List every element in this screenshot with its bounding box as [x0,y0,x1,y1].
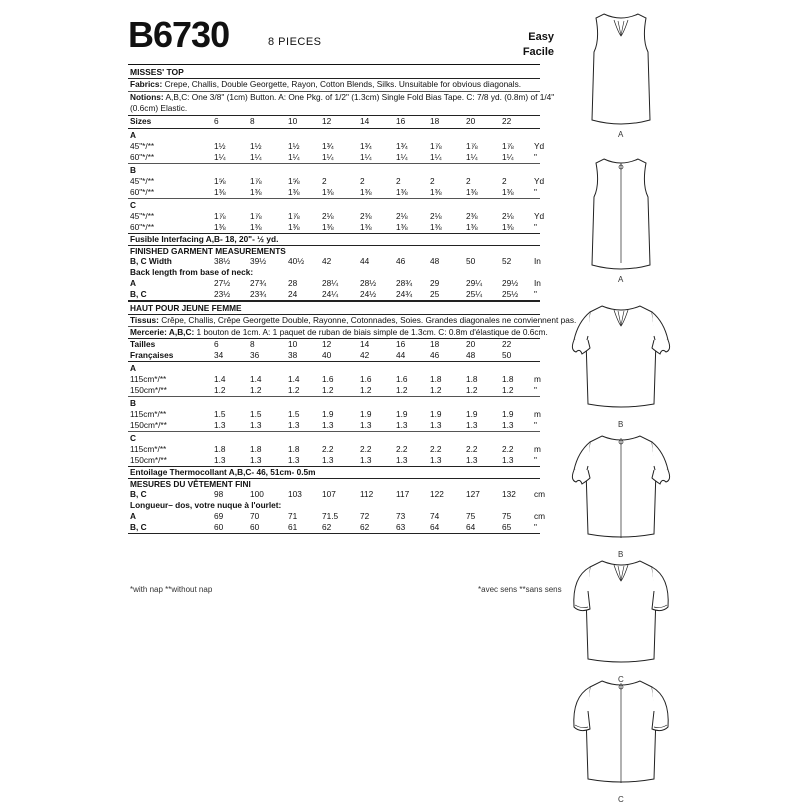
row-label: 115cm*/** [130,444,167,454]
cell-value: 34 [214,350,224,360]
cell-value: 64 [430,522,440,532]
cell-value: 29¼ [466,278,483,288]
cell-value: 1¼ [360,152,372,162]
cell-value: 1⅜ [360,187,372,197]
difficulty-label [500,30,554,60]
cell-value: 1⅜ [322,222,334,232]
cell-value: 1⅜ [466,187,478,197]
garment-view-b-front [566,300,676,420]
cell-value: 1⅜ [288,187,300,197]
view-label: B [130,398,136,408]
cell-value: 60 [250,522,260,532]
unit-label: " [534,222,537,232]
cell-value: 1.3 [322,455,334,465]
illustration-label: B [618,420,624,429]
cell-value: 48 [466,350,476,360]
unit-label: m [534,444,541,454]
unit-label: " [534,420,537,430]
cell-value: 1⅜ [250,222,262,232]
cell-value: 1¼ [430,152,442,162]
cell-value: 24¼ [322,289,339,299]
cell-value: 22 [502,339,512,349]
view-label: A [130,130,136,140]
cell-value: 1.3 [214,455,226,465]
unit-label: m [534,374,541,384]
illustration-label: C [618,795,624,804]
cell-value: 1.6 [360,374,372,384]
divider [128,128,540,129]
cell-value: 29 [430,278,440,288]
row-label: 60"*/** [130,222,155,232]
english-title: MISSES' TOP [130,67,184,77]
cell-value: 1.3 [430,455,442,465]
cell-value: 60 [214,522,224,532]
unit-label: In [534,256,541,266]
cell-value: 1¾ [360,141,372,151]
cell-value: 1¼ [466,152,478,162]
cell-value: 1½ [288,141,300,151]
fabrics-label: Fabrics: [130,79,163,89]
cell-value: 1.6 [396,374,408,384]
cell-value: 1.2 [430,385,442,395]
cell-value: 1.8 [502,374,514,384]
cell-value: 1.2 [360,385,372,395]
cell-value: 62 [360,522,370,532]
garment-view-c-front [566,555,676,675]
cell-value: 1.3 [430,420,442,430]
cell-value: 38 [288,350,298,360]
entoilage-line: Entoilage Thermocollant A,B,C- 46, 51cm- 0.5m [130,467,316,477]
cell-value: 2.2 [322,444,334,454]
cell-value: 1⅞ [502,141,514,151]
footnote-fr: *avec sens **sans sens [478,585,562,594]
unit-label: " [534,385,537,395]
cell-value: 1.3 [214,420,226,430]
row-label: 115cm*/** [130,409,167,419]
cell-value: 12 [322,339,332,349]
view-label: B [130,165,136,175]
row-label: 150cm*/** [130,385,167,395]
cell-value: 117 [396,489,410,499]
row-label: Françaises [130,350,174,360]
cell-value: 1.2 [502,385,514,395]
cell-value: 1¼ [396,152,408,162]
cell-value: 1.2 [322,385,334,395]
cell-value: 38½ [214,256,231,266]
cell-value: 44 [360,256,370,266]
cell-value: 1.8 [430,374,442,384]
cell-value: 2 [430,176,435,186]
row-label: 60"*/** [130,152,155,162]
garment-view-a-front [566,10,676,130]
cell-value: 71 [288,511,298,521]
cell-value: 1.6 [322,374,334,384]
cell-value: 1¼ [288,152,300,162]
cell-value: 1.3 [360,455,372,465]
cell-value: 8 [250,116,255,126]
row-label: 45"*/** [130,141,155,151]
cell-value: 1⅞ [250,176,262,186]
unit-label: " [534,289,537,299]
unit-label: Yd [534,176,545,186]
divider [128,198,540,199]
cell-value: 42 [360,350,370,360]
view-label: C [130,200,136,210]
cell-value: 1½ [214,141,226,151]
cell-value: 23½ [214,289,231,299]
row-label: 45"*/** [130,211,155,221]
cell-value: 75 [466,511,476,521]
row-label: 115cm*/** [130,374,167,384]
cell-value: 18 [430,339,440,349]
unit-label: " [534,187,537,197]
cell-value: 2.2 [430,444,442,454]
cell-value: 2⅛ [430,211,442,221]
cell-value: 1⅜ [322,187,334,197]
cell-value: 2⅛ [396,211,408,221]
cell-value: 1⅜ [214,187,226,197]
cell-value: 44 [396,350,406,360]
fabrics-text: Crepe, Challis, Double Georgette, Rayon, Cotton Blends, Silks. Unsuitable for obvious diagonals. [164,79,522,89]
cell-value: 73 [396,511,406,521]
cell-value: 2⅜ [466,211,478,221]
cell-value: 1.3 [396,455,408,465]
garment-view-c-back [566,675,676,795]
cell-value: 10 [288,339,298,349]
cell-value: 2⅜ [360,211,372,221]
row-label: A [130,278,136,288]
cell-value: 18 [430,116,440,126]
cell-value: 10 [288,116,298,126]
cell-value: 1.2 [396,385,408,395]
view-label: C [130,433,136,443]
cell-value: 1⅜ [430,187,442,197]
cell-value: 1.8 [214,444,226,454]
cell-value: 14 [360,116,370,126]
cell-value: 127 [466,489,480,499]
row-label: Tailles [130,339,156,349]
cell-value: 36 [250,350,260,360]
cell-value: 40 [322,350,332,360]
cell-value: 1⅞ [430,141,442,151]
french-title: HAUT POUR JEUNE FEMME [130,303,242,313]
cell-value: 1.3 [396,420,408,430]
notions-label: Notions: [130,92,164,102]
cell-value: 1.8 [466,374,478,384]
cell-value: 103 [288,489,302,499]
cell-value: 24 [288,289,298,299]
divider [128,396,540,397]
cell-value: 1.3 [502,455,514,465]
cell-value: 1.3 [466,455,478,465]
illustration-label: A [618,275,624,284]
pattern-number: B6730 [128,14,230,55]
cell-value: 2⅛ [322,211,334,221]
cell-value: 24¾ [396,289,413,299]
cell-value: 1⅜ [430,222,442,232]
row-label: 150cm*/** [130,420,167,430]
cell-value: 1⅜ [502,187,514,197]
cell-value: 12 [322,116,332,126]
cell-value: 71.5 [322,511,339,521]
cell-value: 1⅜ [288,222,300,232]
cell-value: 42 [322,256,332,266]
cell-value: 46 [430,350,440,360]
cell-value: 1.4 [288,374,300,384]
cell-value: 1.2 [250,385,262,395]
cell-value: 1.8 [250,444,262,454]
garment-view-a-back [566,155,676,275]
divider [128,163,540,164]
cell-value: 48 [430,256,440,266]
cell-value: 46 [396,256,406,266]
cell-value: 2 [396,176,401,186]
unit-label: Yd [534,141,545,151]
cell-value: 2⅛ [502,211,514,221]
pieces-count: 8 PIECES [268,36,322,48]
cell-value: 1.2 [288,385,300,395]
cell-value: 2 [466,176,471,186]
cell-value: 107 [322,489,336,499]
cell-value: 1½ [250,141,262,151]
cell-value: 52 [502,256,512,266]
row-label: 150cm*/** [130,455,167,465]
cell-value: 1.8 [288,444,300,454]
illustration-label: C [618,675,624,684]
cell-value: 28 [288,278,298,288]
interfacing-line: Fusible Interfacing A,B- 18, 20"- ½ yd. [130,234,279,244]
cell-value: 1.5 [214,409,226,419]
notions-line-2: (0.6cm) Elastic. [130,103,188,113]
cell-value: 1.3 [502,420,514,430]
cell-value: 2.2 [502,444,514,454]
cell-value: 1¼ [250,152,262,162]
cell-value: 25¼ [466,289,483,299]
cell-value: 70 [250,511,260,521]
cell-value: 29½ [502,278,519,288]
cell-value: 74 [430,511,440,521]
unit-label: cm [534,511,546,521]
cell-value: 1⅜ [502,222,514,232]
cell-value: 23¾ [250,289,267,299]
row-label: A [130,511,136,521]
cell-value: 1⅜ [396,222,408,232]
cell-value: 25 [430,289,440,299]
divider [128,115,540,116]
cell-value: 2 [322,176,327,186]
cell-value: 2.2 [396,444,408,454]
cell-value: 100 [250,489,264,499]
cell-value: 1¼ [502,152,514,162]
cell-value: 6 [214,339,219,349]
cell-value: 1⅞ [214,211,226,221]
cell-value: 63 [396,522,406,532]
cell-value: 132 [502,489,516,499]
row-label: B, C [130,522,147,532]
cell-value: 2.2 [466,444,478,454]
mercerie-line: Mercerie: A,B,C: 1 bouton de 1cm. A: 1 paquet de ruban de biais simple de 1.3cm. C: 0.8m d'élastique de 0.6cm. [130,327,548,337]
view-label: A [130,363,136,373]
cell-value: 20 [466,339,476,349]
row-label: 60"*/** [130,187,155,197]
cell-value: 98 [214,489,224,499]
footnote-en: *with nap **without nap [130,585,213,594]
cell-value: 39½ [250,256,267,266]
unit-label: cm [534,489,546,499]
cell-value: 1.9 [430,409,442,419]
cell-value: 1⅜ [214,222,226,232]
cell-value: 2.2 [360,444,372,454]
tissus-line: Tissus: Crêpe, Challis, Crêpe Georgette Double, Rayonne, Cotonnades, Soies. Grandes diagonales ne conviennent pas. [130,315,577,325]
cell-value: 1.3 [466,420,478,430]
cell-value: 65 [502,522,512,532]
cell-value: 1.5 [250,409,262,419]
cell-value: 1⅞ [466,141,478,151]
row-label: B, C [130,489,147,499]
cell-value: 1.9 [360,409,372,419]
divider [128,338,540,339]
cell-value: 1.3 [360,420,372,430]
illustration-label: B [618,550,624,559]
cell-value: 2 [360,176,365,186]
cell-value: 16 [396,116,406,126]
cell-value: 1.9 [502,409,514,419]
cell-value: 61 [288,522,298,532]
cell-value: 8 [250,339,255,349]
cell-value: 22 [502,116,512,126]
cell-value: 1.3 [288,455,300,465]
unit-label: Yd [534,211,545,221]
garment-view-b-back [566,430,676,550]
cell-value: 112 [360,489,374,499]
cell-value: 1.5 [288,409,300,419]
row-label: B, C [130,289,147,299]
cell-value: 64 [466,522,476,532]
longueur-title: Longueur– dos, votre nuque à l'ourlet: [130,500,282,510]
cell-value: 1⅞ [288,211,300,221]
cell-value: 24½ [360,289,377,299]
cell-value: 27¾ [250,278,267,288]
cell-value: 1.9 [396,409,408,419]
finished-title: FINISHED GARMENT MEASUREMENTS [130,246,286,256]
illustration-label: A [618,130,624,139]
cell-value: 20 [466,116,476,126]
cell-value: 1.9 [466,409,478,419]
unit-label: In [534,278,541,288]
cell-value: 1.4 [214,374,226,384]
cell-value: 1.9 [322,409,334,419]
cell-value: 1.3 [250,420,262,430]
cell-value: 1.4 [250,374,262,384]
notions-text: A,B,C: One 3/8" (1cm) Button. A: One Pkg. of 1/2" (1.3cm) Single Fold Bias Tape. C: 7/8 yd. (0.8m) of 1/4" [165,92,555,102]
cell-value: 1¾ [396,141,408,151]
divider [128,361,540,362]
cell-value: 1.3 [288,420,300,430]
cell-value: 28½ [360,278,377,288]
cell-value: 25½ [502,289,519,299]
divider [128,431,540,432]
divider [128,533,540,534]
difficulty-en: Easy [528,31,554,43]
cell-value: 50 [466,256,476,266]
cell-value: 16 [396,339,406,349]
divider [128,301,540,302]
difficulty-fr: Facile [522,46,554,58]
cell-value: 72 [360,511,370,521]
cell-value: 1⅜ [360,222,372,232]
cell-value: 14 [360,339,370,349]
cell-value: 1.2 [214,385,226,395]
cell-value: 50 [502,350,512,360]
cell-value: 1¼ [214,152,226,162]
cell-value: 122 [430,489,444,499]
cell-value: 40½ [288,256,305,266]
unit-label: " [534,455,537,465]
cell-value: 62 [322,522,332,532]
cell-value: 1¼ [322,152,334,162]
unit-label: " [534,152,537,162]
cell-value: 1⅞ [250,211,262,221]
row-label: B, C Width [130,256,172,266]
cell-value: 1.3 [250,455,262,465]
back-length-title: Back length from base of neck: [130,267,254,277]
cell-value: 28¾ [396,278,413,288]
cell-value: 2 [502,176,507,186]
cell-value: 1⅝ [214,176,226,186]
unit-label: " [534,522,537,532]
cell-value: 1¾ [322,141,334,151]
cell-value: 27½ [214,278,231,288]
cell-value: 1.2 [466,385,478,395]
cell-value: 1.3 [322,420,334,430]
unit-label: m [534,409,541,419]
cell-value: 28¼ [322,278,339,288]
cell-value: 75 [502,511,512,521]
mesures-title: MESURES DU VÊTEMENT FINI [130,479,251,489]
row-label: 45"*/** [130,176,155,186]
cell-value: 1⅝ [288,176,300,186]
cell-value: 6 [214,116,219,126]
fabrics-line [130,79,521,90]
notions-line [130,92,554,103]
cell-value: 1⅜ [250,187,262,197]
row-label: Sizes [130,116,152,126]
cell-value: 1⅜ [396,187,408,197]
cell-value: 69 [214,511,224,521]
cell-value: 1⅜ [466,222,478,232]
